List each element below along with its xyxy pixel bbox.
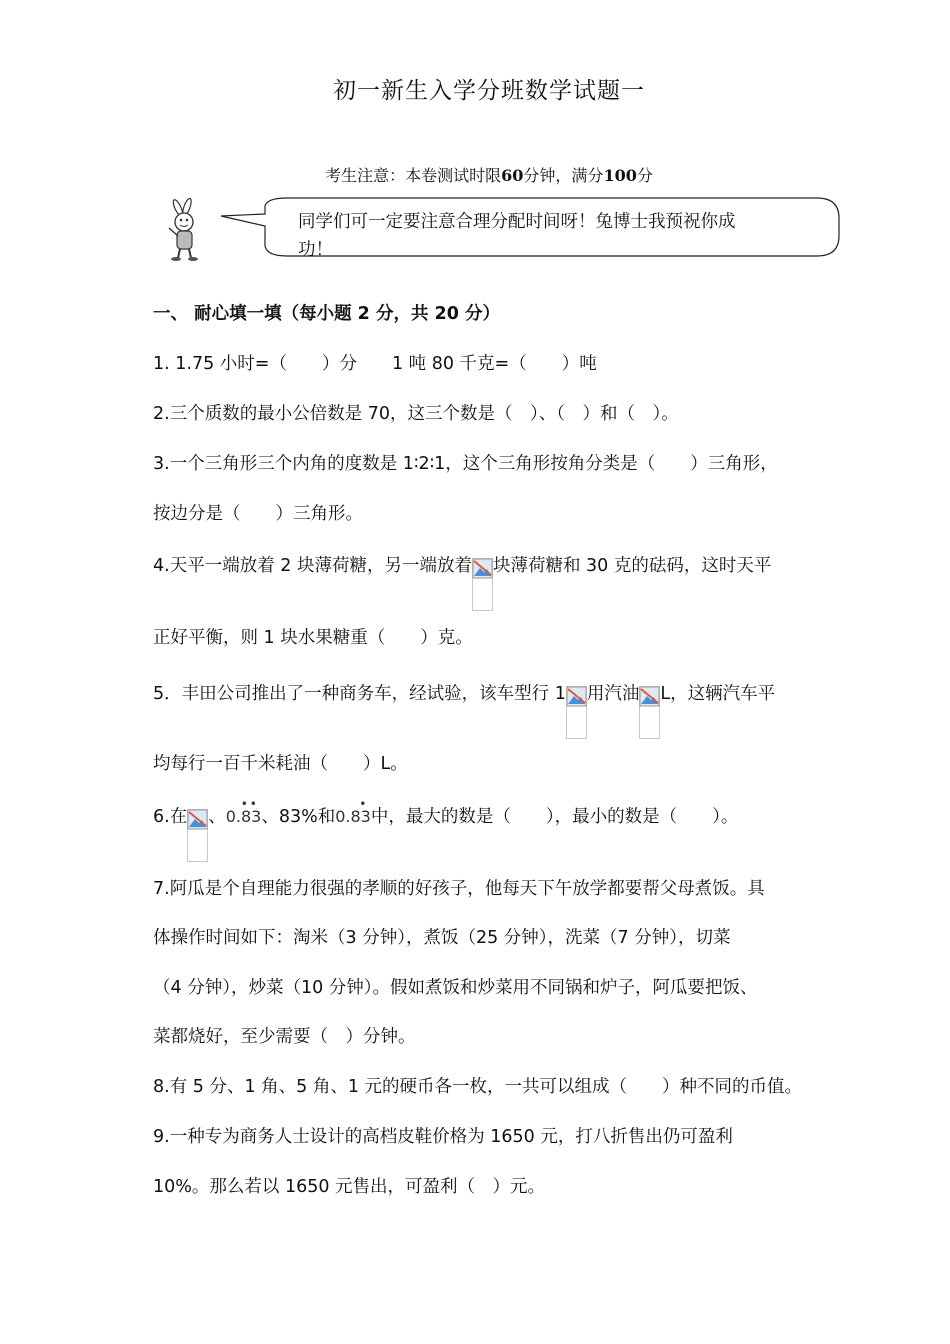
time-limit: 60 <box>501 166 524 185</box>
question-4-line1: 4.天平一端放着 2 块薄荷糖，另一端放着 块薄荷糖和 30 克的砝码，这时天平 <box>153 552 771 611</box>
question-1: 1. 1.75 小时=（ ）分 1 吨 80 千克=（ ）吨 <box>153 354 597 374</box>
repeating-decimal-1: • • 0.83 <box>225 797 262 826</box>
page-title: 初一新生入学分班数学试题一 <box>333 78 645 104</box>
question-7-line1: 7.阿瓜是个自理能力很强的孝顺的好孩子，他每天下午放学都要帮父母煮饭。具 <box>153 879 765 899</box>
repeating-decimal-2: • 0.83 <box>335 797 371 826</box>
question-9-line2: 10%。那么若以 1650 元售出，可盈利（ ）元。 <box>153 1177 546 1197</box>
question-7-line3: （4 分钟），炒菜（10 分钟）。假如煮饭和炒菜用不同锅和炉子，阿瓜要把饭、 <box>153 978 758 998</box>
broken-image-icon <box>566 686 587 739</box>
rabbit-mascot-icon <box>160 198 220 262</box>
section-heading: 一、 耐心填一填（每小题 2 分，共 20 分） <box>153 304 500 324</box>
question-5-line1: 5．丰田公司推出了一种商务车，经试验，该车型行 1 用汽油 L，这辆汽车平 <box>153 680 775 739</box>
question-3-line1: 3.一个三角形三个内角的度数是 1∶2∶1，这个三角形按角分类是（ ）三角形， <box>153 454 778 474</box>
question-8: 8.有 5 分、1 角、5 角、1 元的硬币各一枚，一共可以组成（ ）种不同的币值。 <box>153 1077 803 1097</box>
broken-image-icon <box>472 558 493 611</box>
full-score: 100 <box>603 166 637 185</box>
question-6: 6.在 、 • • 0.83、83%和 • 0.83中，最大的数是（ ），最小的数是（ ）。 <box>153 803 738 862</box>
bubble-message: 同学们可一定要注意合理分配时间呀！兔博士我预祝你成 功！ <box>298 212 736 260</box>
question-7-line2: 体操作时间如下：淘米（3 分钟），煮饭（25 分钟），洗菜（7 分钟），切菜 <box>153 928 731 948</box>
broken-image-icon <box>187 809 208 862</box>
question-4-line2: 正好平衡，则 1 块水果糖重（ ）克。 <box>153 628 473 648</box>
question-9-line1: 9.一种专为商务人士设计的高档皮鞋价格为 1650 元，打八折售出仍可盈利 <box>153 1127 733 1147</box>
question-3-line2: 按边分是（ ）三角形。 <box>153 504 363 524</box>
question-7-line4: 菜都烧好，至少需要（ ）分钟。 <box>153 1027 416 1047</box>
broken-image-icon <box>639 686 660 739</box>
exam-notice: 考生注意：本卷测试时限60分钟，满分100分 <box>325 166 653 185</box>
question-2: 2.三个质数的最小公倍数是 70，这三个数是（ ）、（ ）和（ ）。 <box>153 404 679 424</box>
question-5-line2: 均每行一百千米耗油（ ）L。 <box>153 754 408 774</box>
